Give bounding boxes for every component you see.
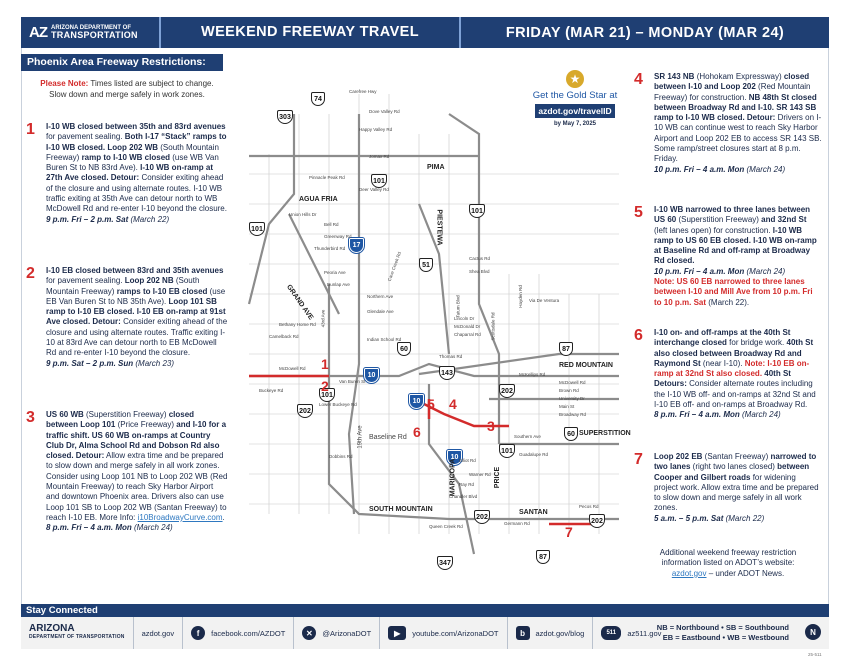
blog-icon: b: [516, 626, 530, 640]
road-peoria: Peoria Ave: [324, 270, 346, 275]
footer-youtube[interactable]: ▶ youtube.com/ArizonaDOT: [380, 617, 507, 649]
road-glendale: Glendale Ave: [367, 309, 394, 314]
restriction-7: 7 Loop 202 EB (Santan Freeway) narrowed to two lanes (right two lanes closed) between Cooper and Gilbert roads for widening project work. Allow extra time and be prepared to slow down and merge safely in all work zones. 5 a.m. – 5 p.m. Sat (March 22): [634, 451, 819, 523]
label-grand-ave: GRAND AVE: [284, 283, 315, 322]
travel-id-link[interactable]: azdot.gov/travelID: [535, 104, 615, 118]
restriction-5: 5 I-10 WB narrowed to three lanes between US 60 (Superstition Freeway) and 32nd St (left lanes open) for construction. I-10 WB ramp to US 60 EB closed. I-10 WB on-ramp at Baseline Rd and off-ramp at Broadway Rd closed. 10 p.m. Fri – 4 a.m. Mon (March 24) Note: US 60 EB narrowed to three lanes between I-10 and Mill Ave from 10 p.m. Fri to 10 p.m. Sat (March 22).: [634, 204, 817, 307]
footer-x[interactable]: ✕ @ArizonaDOT: [294, 617, 380, 649]
road-buckeye: Buckeye Rd: [259, 388, 284, 393]
restriction-3: 3 US 60 WB (Superstition Freeway) closed between Loop 101 (Price Freeway) and I-10 for a traffic shift. US 60 WB on-ramps at Country Club Dr, Alma School Rd and Dobson Rd also closed. Detour: Allow extra time and be prepared to slow down and merge safely in all work zones. Consider using Loop 101 NB to Loop 202 WB (Red Mountain Freeway) to reach Sky Harbor Airport and downtown Phoenix area. Drivers also can use Loop 101 SB to Loop 202 WB (Santan Freeway) to reach I-10 EB. More Info: i10BroadwayCurve.com. 8 p.m. Fri – 4 a.m. Mon (March 24): [26, 409, 228, 533]
label-agua-fria: AGUA FRIA: [299, 196, 338, 203]
us-60-east-shield: 60: [564, 427, 578, 441]
additional-info: Additional weekend freeway restriction information listed on ADOT’s website: azdot.gov – under ADOT News.: [659, 548, 797, 578]
restriction-1: 1 I-10 WB closed between 35th and 83rd avenues for pavement sealing. Both I-17 “Stack” ramps to I-10 WB closed. Loop 202 WB (South Mountain Freeway) ramp to I-10 WB closed (use WB Van Buren St to NB 83rd Ave). I-10 WB on-ramp at 27th Ave closed. Detour: Consider exiting ahead of the closure and using alternate routes. I-10 WB traffic exiting at 35th Ave can detour north to WB McDowell Rd and re-enter I-10 beyond the closure. 9 p.m. Fri – 2 p.m. Sat (March 22): [26, 121, 227, 224]
road-thomas: Thomas Rd: [439, 354, 463, 359]
road-elliot: Elliot Rd: [459, 458, 476, 463]
restriction-2: 2 I-10 EB closed between 83rd and 35th avenues for pavement sealing. Loop 202 NB (South Mountain Freeway) ramps to I-10 EB closed (use EB Van Buren St to NB 35th Ave). Loop 101 SB ramp to I-10 EB closed. I-10 EB on-ramp at 91st Ave closed. Detour: Consider exiting ahead of the closure and using alternate routes. Traffic exiting I-10 at 83rd Ave can detour north to EB McDowell Rd and re-enter I-10 beyond the closure. 9 p.m. Sat – 2 p.m. Sun (March 23): [26, 265, 228, 368]
road-hayden: Hayden Rd: [517, 285, 523, 308]
promo-deadline: by May 7, 2025: [553, 121, 597, 127]
loop-202-east-shield: 202: [499, 384, 515, 398]
road-mcdowell: McDowell Rd: [279, 366, 306, 371]
label-santan: SANTAN: [519, 509, 548, 516]
road-bethany: Bethany Home Rd: [279, 322, 316, 327]
label-red-mountain: RED MOUNTAIN: [559, 362, 613, 369]
i10-south-shield: 10: [447, 450, 462, 465]
road-guadalupe: Guadalupe Rd: [519, 452, 549, 457]
youtube-icon: ▶: [388, 626, 406, 640]
broadway-curve-link[interactable]: i10BroadwayCurve.com: [137, 512, 223, 522]
road-pinnacle-peak: Pinnacle Peak Rd: [309, 175, 345, 180]
road-mcdowell-east: McDowell Rd: [559, 380, 586, 385]
footer-blog[interactable]: b azdot.gov/blog: [508, 617, 594, 649]
label-pima: PIMA: [427, 164, 445, 171]
road-cave-creek: Cave Creek Rd: [386, 251, 402, 282]
road-university: University Dr: [559, 396, 585, 401]
label-south-mountain: SOUTH MOUNTAIN: [369, 506, 433, 513]
road-bell: Bell Rd: [324, 222, 339, 227]
advisory-dates: FRIDAY (MAR 21) – MONDAY (MAR 24): [505, 24, 785, 41]
road-lincoln: Lincoln Dr: [454, 316, 475, 321]
marker-4: 4: [449, 396, 457, 412]
loop-202-sm-shield: 202: [297, 404, 313, 418]
sr-74-shield: 74: [311, 92, 325, 106]
road-northern: Northern Ave: [367, 294, 394, 299]
adot-logo: [21, 17, 161, 48]
header-bar: [21, 17, 829, 48]
direction-legend: NB = Northbound • SB = Southbound EB = Eastbound • WB = Westbound: [656, 623, 789, 642]
road-mckellips: McKellips Rd: [519, 372, 546, 377]
gold-star-promo: [529, 70, 621, 127]
road-southern: Southern Ave: [514, 434, 541, 439]
road-union-hills: Union Hills Dr: [289, 212, 317, 217]
road-warner: Warner Rd: [469, 472, 491, 477]
road-dunlap: Dunlap Ave: [327, 282, 350, 287]
i10-shield: 10: [364, 368, 379, 383]
road-scottsdale: Scottsdale Rd: [490, 312, 496, 341]
road-cactus: Cactus Rd: [469, 256, 491, 261]
phoenix-map: [229, 54, 631, 594]
road-greenway: Greenway Rd: [324, 234, 352, 239]
star-icon: ★: [566, 70, 584, 88]
road-camelback: Camelback Rd: [269, 334, 299, 339]
loop-101-shield: 101: [249, 222, 265, 236]
us-60-shield: 60: [397, 342, 411, 356]
marker-3: 3: [487, 418, 495, 434]
road-jomax: Jomax Rd: [369, 154, 390, 159]
adot-wordmark: ARIZONA DEPARTMENT OF TRANSPORTATION: [29, 623, 125, 640]
road-lower-buckeye: Lower Buckeye Rd: [319, 402, 357, 407]
road-happy-valley: Happy Valley Rd: [359, 127, 393, 132]
road-van-buren: Van Buren St: [339, 379, 366, 384]
promo-text: Get the Gold Star at: [532, 90, 618, 101]
road-tatum: Tatum Blvd: [455, 295, 461, 318]
footer-511[interactable]: 511 az511.gov: [593, 617, 669, 649]
road-broadway: Broadway Rd: [559, 412, 587, 417]
loop-202-se-shield: 202: [589, 514, 605, 528]
marker-1: 1: [321, 356, 329, 372]
footer-links: [21, 617, 829, 649]
marker-5: 5: [427, 396, 435, 412]
sr-51-shield: 51: [419, 258, 433, 272]
facebook-icon: f: [191, 626, 205, 640]
logo-text: ARIZONA DEPARTMENT OF TRANSPORTATION: [51, 24, 138, 40]
please-note: Please Note: Times listed are subject to change. Slow down and merge safely in work zones.: [40, 79, 214, 99]
loop-303-shield: 303: [277, 110, 293, 124]
road-via-de-ventura: Via De Ventura: [529, 298, 560, 303]
azdot-link[interactable]: azdot.gov: [671, 568, 707, 578]
marker-7: 7: [565, 524, 573, 540]
road-deer-valley: Deer Valley Rd: [359, 187, 389, 192]
sr-143-shield: 143: [439, 366, 455, 380]
road-shea: Shea Blvd: [469, 269, 490, 274]
sr-347-shield: 347: [437, 556, 453, 570]
label-price: PRICE: [494, 466, 502, 489]
road-dobbins: Dobbins Rd: [329, 454, 353, 459]
road-pecos: Pecos Rd: [579, 504, 599, 509]
sr-87-south-shield: 87: [536, 550, 550, 564]
restriction-6: 6 I-10 on- and off-ramps at the 40th St interchange closed for bridge work. 40th St also closed between Broadway Rd and Raymond St (near I-10). Note: I-10 EB on-ramp at 32nd St also closed. 40th St Detours: Consider alternate routes including the I-10 WB off- and on-ramps at 32nd St and I-10 EB off- and on-ramps at Broadway Rd. 8 p.m. Fri – 4 a.m. Mon (March 24): [634, 327, 816, 420]
road-main: Main St: [559, 404, 575, 409]
road-19th-ave: 19th Ave: [357, 425, 364, 449]
marker-2: 2: [321, 378, 329, 394]
i17-shield: 17: [349, 238, 364, 253]
footer-brand: [21, 617, 134, 649]
road-indian-school: Indian School Rd: [367, 337, 402, 342]
road-germann: Germann Rd: [504, 521, 530, 526]
north-arrow-icon: N: [805, 624, 821, 640]
section-title: Phoenix Area Freeway Restrictions:: [21, 54, 223, 71]
footer-facebook[interactable]: f facebook.com/AZDOT: [183, 617, 294, 649]
road-ray: Ray Rd: [459, 482, 475, 487]
loop-101-ne-shield: 101: [469, 204, 485, 218]
footer-site[interactable]: azdot.gov: [134, 617, 184, 649]
label-maricopa: MARICOPA: [449, 458, 457, 497]
restriction-4: 4 SR 143 NB (Hohokam Expressway) closed between I-10 and Loop 202 (Red Mountain Freeway) for construction. NB 48th St closed between Broadway Rd and I-10. SR 143 SB ramp to I-10 WB closed. Detour: Drivers on I-10 WB can continue west to reach Sky Harbor Airport and Loop 202 EB to access SR 143 SB. Some ramp/street closures start at 8 p.m. Friday. 10 p.m. Fri – 4 a.m. Mon (March 24): [634, 71, 822, 174]
loop-101-north-shield: 101: [371, 174, 387, 188]
road-baseline: Baseline Rd: [369, 434, 407, 441]
loop-202-santan-shield: 202: [474, 510, 490, 524]
stay-connected-bar: Stay Connected: [21, 604, 829, 617]
loop-101-price-shield: 101: [499, 444, 515, 458]
i10-central-shield: 10: [409, 394, 424, 409]
road-carefree: Carefree Hwy: [349, 89, 377, 94]
road-dove-valley: Dove Valley Rd: [369, 109, 400, 114]
road-43rd-ave: 43rd Ave: [320, 309, 326, 328]
marker-6: 6: [413, 424, 421, 440]
road-queen-creek: Queen Creek Rd: [429, 524, 463, 529]
road-chandler: Chandler Blvd: [449, 494, 478, 499]
logo-mark: AZ: [29, 24, 47, 41]
road-chaparral: Chaparral Rd: [454, 332, 481, 337]
az511-icon: 511: [601, 626, 621, 640]
loop-101-west-shield: 101: [319, 388, 335, 402]
label-superstition: SUPERSTITION: [579, 430, 631, 437]
road-brown: Brown Rd: [559, 388, 579, 393]
document-id: 25-511: [808, 652, 822, 657]
road-thunderbird: Thunderbird Rd: [314, 246, 346, 251]
advisory-title: WEEKEND FREEWAY TRAVEL: [161, 17, 461, 48]
x-icon: ✕: [302, 626, 316, 640]
sr-87-shield: 87: [559, 342, 573, 356]
road-mcdonald: McDonald Dr: [454, 324, 481, 329]
label-piestewa: PIESTEWA: [435, 209, 443, 246]
